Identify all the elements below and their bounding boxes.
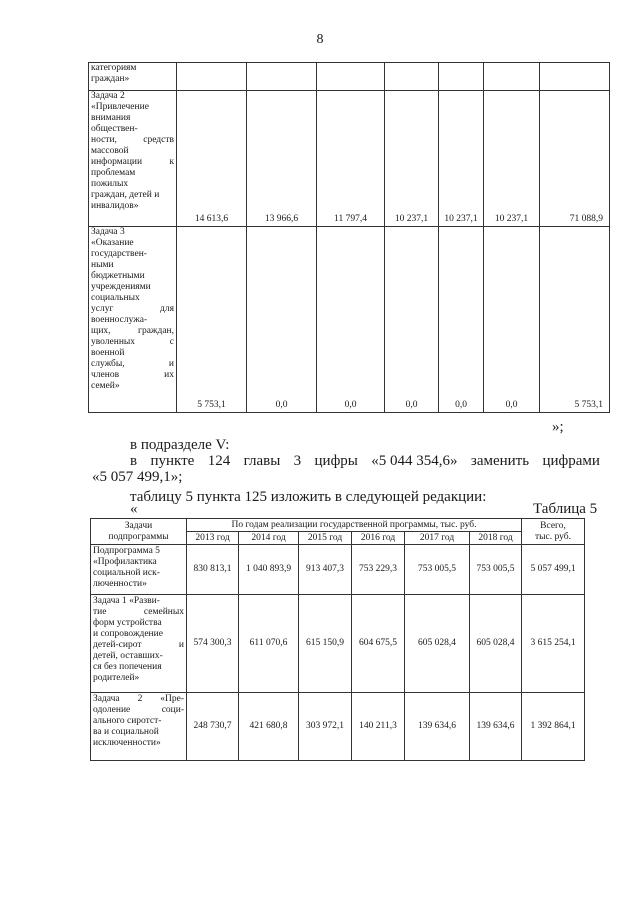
value-cell: 605 028,4 <box>470 595 522 693</box>
task-label-cell: Задача 2 «Пре- одоление соци- ального сиротст- ва и социальной исключенности» <box>91 693 187 761</box>
program-funding-table-continued <box>88 62 610 413</box>
value-cell: 611 070,6 <box>239 595 299 693</box>
value-cell: 0,0 <box>439 227 484 413</box>
header-year: 2017 год <box>405 532 470 545</box>
header-year: 2013 год <box>187 532 239 545</box>
value-cell: 753 229,3 <box>352 545 405 595</box>
task-label-cell: Подпрограмма 5 «Профилактика социальной иск- люченности» <box>91 545 187 595</box>
value-cell: 140 211,3 <box>352 693 405 761</box>
task-label-cell: категориям граждан» <box>89 63 177 91</box>
paragraph-item-124: в пункте 124 главы 3 цифры «5 044 354,6» заменить цифрами <box>130 453 600 469</box>
value-cell: 0,0 <box>247 227 317 413</box>
header-year: 2015 год <box>299 532 352 545</box>
value-cell <box>484 63 540 91</box>
value-cell: 11 797,4 <box>317 91 385 227</box>
value-cell: 303 972,1 <box>299 693 352 761</box>
task-label-cell: Задача 1 «Разви- тие семейных форм устройства и сопровождение детей-сирот и детей, оставших- ся без попечения родителей» <box>91 595 187 693</box>
table-row <box>91 693 585 761</box>
page-number: 8 <box>316 32 324 47</box>
value-cell: 0,0 <box>484 227 540 413</box>
value-cell <box>317 63 385 91</box>
header-total: Всего, тыс. руб. <box>522 519 585 545</box>
paragraph-new-figure: «5 057 499,1»; <box>92 469 183 485</box>
value-cell <box>177 63 247 91</box>
value-cell: 604 675,5 <box>352 595 405 693</box>
value-cell: 830 813,1 <box>187 545 239 595</box>
header-year: 2014 год <box>239 532 299 545</box>
value-cell: 248 730,7 <box>187 693 239 761</box>
value-cell <box>439 63 484 91</box>
value-cell: 913 407,3 <box>299 545 352 595</box>
value-cell: 139 634,6 <box>405 693 470 761</box>
value-cell: 1 040 893,9 <box>239 545 299 595</box>
table-row <box>89 91 610 227</box>
total-cell: 71 088,9 <box>540 91 610 227</box>
value-cell: 10 237,1 <box>439 91 484 227</box>
total-cell: 5 753,1 <box>540 227 610 413</box>
value-cell: 5 753,1 <box>177 227 247 413</box>
header-tasks: Задачи подпрограммы <box>91 519 187 545</box>
value-cell: 10 237,1 <box>484 91 540 227</box>
value-cell: 753 005,5 <box>405 545 470 595</box>
value-cell: 13 966,6 <box>247 91 317 227</box>
value-cell <box>385 63 439 91</box>
table-5 <box>90 518 585 761</box>
total-cell <box>540 63 610 91</box>
value-cell: 574 300,3 <box>187 595 239 693</box>
total-cell: 1 392 864,1 <box>522 693 585 761</box>
table-row <box>89 227 610 413</box>
value-cell: 605 028,4 <box>405 595 470 693</box>
table-caption: Таблица 5 <box>533 501 598 517</box>
value-cell: 421 680,8 <box>239 693 299 761</box>
value-cell: 10 237,1 <box>385 91 439 227</box>
value-cell: 0,0 <box>385 227 439 413</box>
value-cell: 0,0 <box>317 227 385 413</box>
closing-quote: »; <box>552 419 564 435</box>
opening-quote: « <box>130 501 138 517</box>
header-year: 2016 год <box>352 532 405 545</box>
paragraph-subsection: в подразделе V: <box>130 437 230 453</box>
header-years-group: По годам реализации государственной программы, тыс. руб. <box>187 519 522 532</box>
table-header-row <box>91 519 585 532</box>
total-cell: 5 057 499,1 <box>522 545 585 595</box>
paragraph-table5-instruction: таблицу 5 пункта 125 изложить в следующей редакции: <box>130 489 487 505</box>
value-cell <box>247 63 317 91</box>
table-row <box>91 595 585 693</box>
table-row <box>91 545 585 595</box>
value-cell: 753 005,5 <box>470 545 522 595</box>
table-row <box>89 63 610 91</box>
value-cell: 139 634,6 <box>470 693 522 761</box>
task-label-cell: Задача 3 «Оказание государствен- ными бюджетными учреждениями социальных услуг для военнослужа- щих, граждан, уволенных с военной службы, и членов их семей» <box>89 227 177 413</box>
value-cell: 615 150,9 <box>299 595 352 693</box>
header-year: 2018 год <box>470 532 522 545</box>
total-cell: 3 615 254,1 <box>522 595 585 693</box>
value-cell: 14 613,6 <box>177 91 247 227</box>
task-label-cell: Задача 2 «Привлечение внимания обществен- ности, средств массовой информации к проблемам пожилых граждан, детей и инвалидов» <box>89 91 177 227</box>
